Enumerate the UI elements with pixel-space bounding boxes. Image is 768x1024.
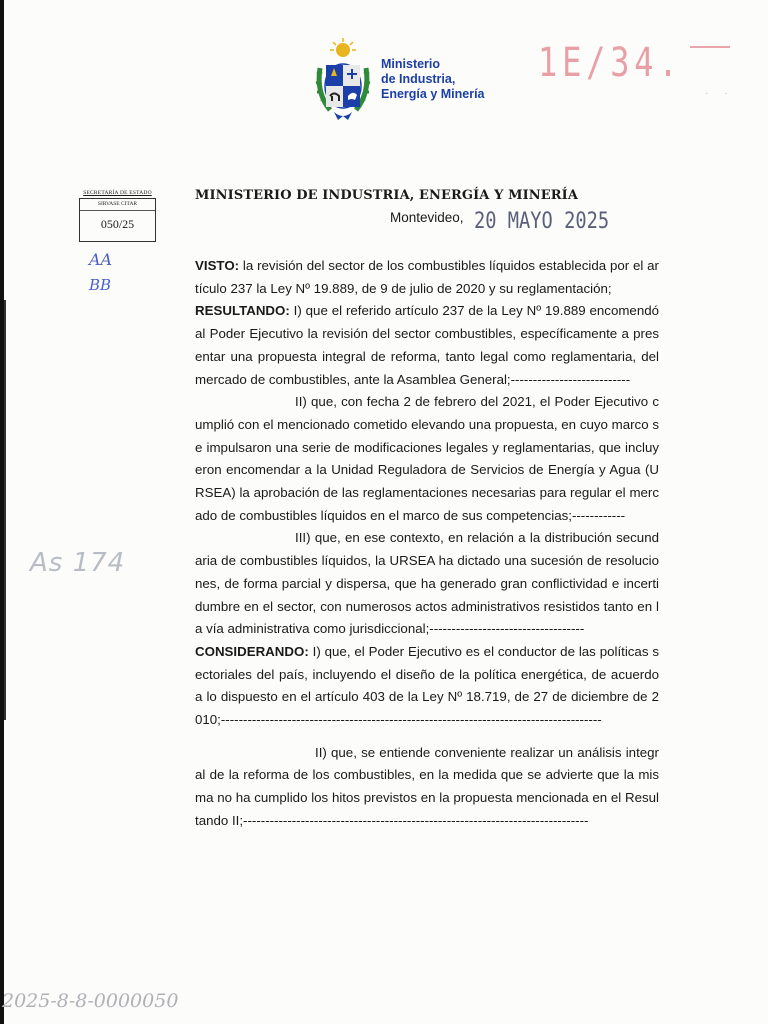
entry-stamp-number: 1E/34. — [538, 40, 683, 86]
resolution-number: 050/25 — [100, 217, 135, 231]
coat-of-arms-icon — [312, 38, 374, 124]
stamp-mark — [690, 46, 730, 48]
resultando-1-text: I) que el referido artículo 237 de la Ley Nº 19.889 encomendó al Poder Ejecutivo la revisión del sector combustibles, específicamente a presentar una propuesta integral de reforma, tanto legal como reglamentaria, del mercado de combustibles, ante la Asamblea General;--------------------------- — [195, 303, 659, 387]
stamp-dots: ·· — [705, 88, 744, 99]
visto-paragraph — [195, 255, 659, 300]
resultando-paragraph — [195, 300, 659, 391]
secretaria-title: SECRETARÍA DE ESTADO — [83, 190, 152, 196]
logo-line: de Industria, — [381, 72, 456, 86]
handwritten-folio: As 174 — [30, 548, 126, 578]
scan-edge-shadow — [4, 300, 6, 720]
visto-label: VISTO: — [195, 258, 240, 273]
considerando-paragraph — [195, 641, 659, 732]
city-label: Montevideo, — [390, 210, 464, 225]
handwritten-initials: BB — [89, 276, 112, 294]
resultando-label: RESULTANDO: — [195, 303, 290, 319]
document-heading: MINISTERIO DE INDUSTRIA, ENERGÍA Y MINERÍA — [195, 188, 579, 203]
logo-line: Ministerio — [381, 57, 441, 71]
handwritten-initials: AA — [89, 250, 113, 269]
considerando-1-text: I) que, el Poder Ejecutivo es el conductor de las políticas sectoriales del país, incluyendo el diseño de la política energética, de acuerdo a lo dispuesto en el artículo 403 de la Ley Nº 18.719, de 27 de diciembre de 2010;-------------------------------------------------------------------------------------- — [195, 643, 659, 728]
resultando-2-paragraph: II) que, con fecha 2 de febrero del 2021, el Poder Ejecutivo cumplió con el mencionado cometido elevando una propuesta, en cuyo marco se impulsaron una serie de modificaciones legales y reglamentarias, que incluyeron encomendar a la Unidad Reguladora de Servicios de Energía y Agua (URSEA) la aprobación de las reglamentaciones necesarias para regular el mercado de combustibles líquidos en el marco de sus competencias;------------ — [195, 394, 659, 523]
considerando-label: CONSIDERANDO: — [195, 643, 309, 659]
considerando-2-paragraph: II) que, se entiende conveniente realizar un análisis integral de la reforma de los combustibles, en la medida que se advierte que la misma no ha cumplido los hitos previstos en la propuesta mencionada en el Resultando II;------------------------------------------------------------------------------ — [195, 744, 659, 828]
cite-label: SIRVASE CITAR — [80, 199, 155, 211]
spacer — [195, 732, 659, 742]
logo-line: Energía y Minería — [381, 87, 485, 101]
date-stamp: 20 MAYO 2025 — [474, 209, 610, 234]
ministry-logo-text — [381, 57, 485, 102]
secretaria-frame — [79, 198, 156, 242]
document-body — [195, 255, 659, 833]
visto-text: la revisión del sector de los combustibles líquidos establecida por el artículo 237 la Ley Nº 19.889, de 9 de julio de 2020 y su reglamentación; — [195, 258, 659, 296]
handwritten-file-number: 2025-8-8-0000050 — [2, 990, 179, 1012]
secretaria-box — [79, 190, 156, 242]
resultando-3-paragraph: III) que, en ese contexto, en relación a la distribución secundaria de combustibles líquidos, la URSEA ha dictado una sucesión de resoluciones, de forma parcial y dispersa, que ha generado gran conflictividad e incertidumbre en el sector, con numerosos actos administrativos resistidos tanto en la vía administrativa como jurisdiccional;----------------------------------- — [195, 530, 659, 637]
